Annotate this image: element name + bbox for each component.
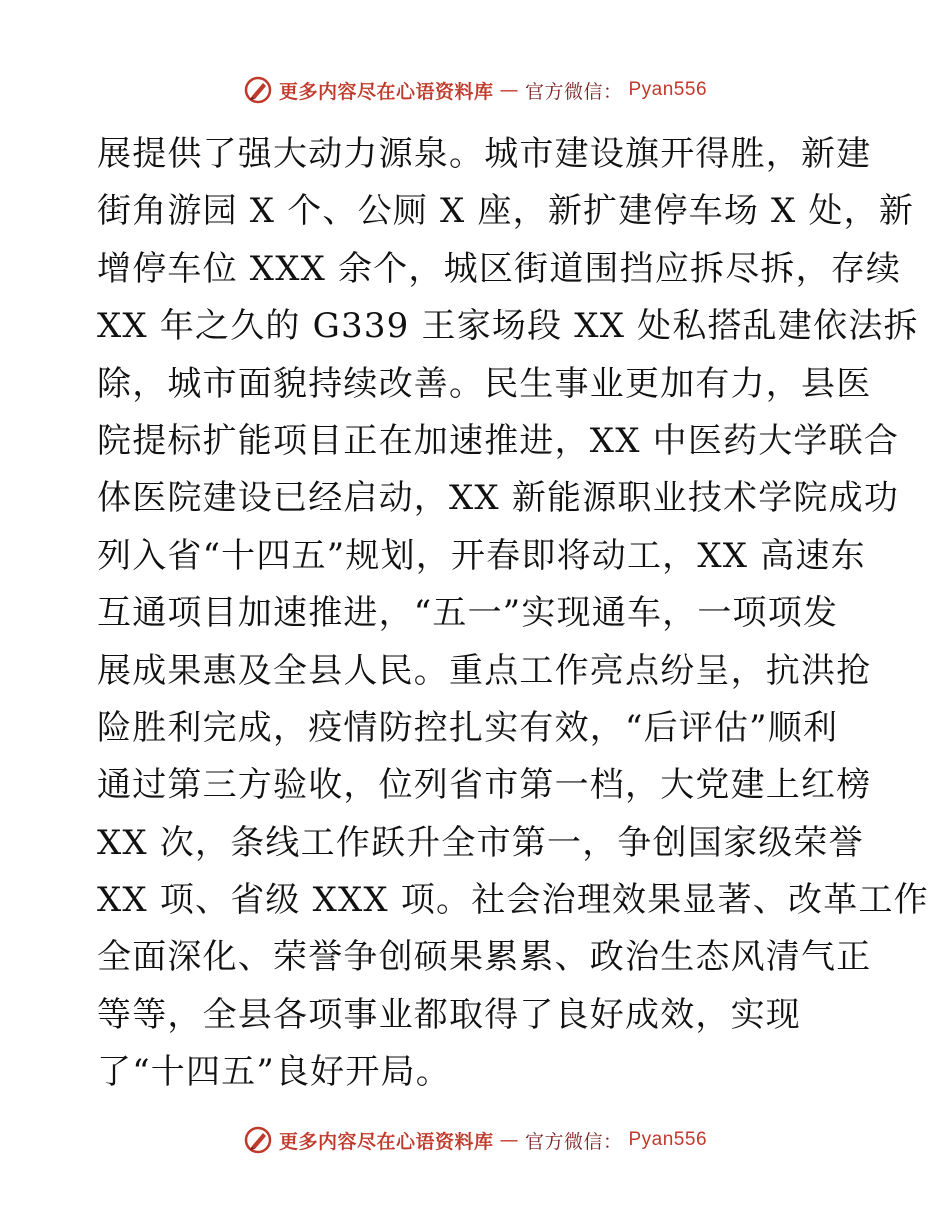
text-line: 列入省“十四五”规划，开春即将动工，XX 高速东 (97, 535, 866, 576)
header-watermark (0, 72, 950, 108)
pen-logo-icon (243, 75, 273, 105)
text-line: XX 年之久的 G339 王家场段 XX 处私搭乱建依法拆 (97, 306, 919, 347)
watermark-dash: — (499, 79, 519, 101)
text-line: 体医院建设已经启动，XX 新能源职业技术学院成功 (97, 478, 900, 519)
text-line: XX 次，条线工作跃升全市第一，争创国家级荣誉 (97, 822, 864, 863)
text-line: 通过第三方验收，位列省市第一档，大党建上红榜 (97, 765, 872, 806)
text-line: 展提供了强大动力源泉。城市建设旗开得胜，新建 (97, 134, 872, 174)
text-line: 院提标扩能项目正在加速推进，XX 中医药大学联合 (97, 420, 900, 461)
watermark-brand: 更多内容尽在心语资料库 (278, 80, 494, 103)
text-line: 等等，全县各项事业都取得了良好成效，实现 (97, 994, 801, 1035)
text-line: XX 项、省级 XXX 项。社会治理效果显著、改革工作 (97, 880, 929, 921)
text-line: 增停车位 XXX 余个，城区街道围挡应拆尽拆，存续 (97, 248, 902, 289)
watermark-wechat-label: 官方微信： (524, 80, 623, 103)
watermark-dash: — (499, 1129, 519, 1151)
text-line: 了“十四五”良好开局。 (97, 1052, 451, 1093)
watermark-wechat-id: Pyan556 (628, 1129, 708, 1150)
watermark-wechat-id: Pyan556 (628, 79, 708, 100)
text-line: 街角游园 X 个、公厕 X 座，新扩建停车场 X 处，新 (97, 191, 915, 232)
text-line: 险胜利完成，疫情防控扎实有效，“后评估”顺利 (97, 707, 839, 748)
text-line: 全面深化、荣誉争创硕果累累、政治生态风清气正 (97, 937, 872, 978)
text-line: 展成果惠及全县人民。重点工作亮点纷呈，抗洪抢 (97, 650, 872, 691)
footer-watermark (0, 1122, 950, 1158)
text-line: 除，城市面貌持续改善。民生事业更加有力，县医 (97, 363, 872, 404)
watermark-brand: 更多内容尽在心语资料库 (278, 1130, 494, 1153)
watermark-wechat-label: 官方微信： (524, 1130, 623, 1153)
text-line: 互通项目加速推进，“五一”实现通车，一项项发 (97, 593, 839, 634)
document-body (97, 126, 929, 1102)
pen-logo-icon (243, 1125, 273, 1155)
